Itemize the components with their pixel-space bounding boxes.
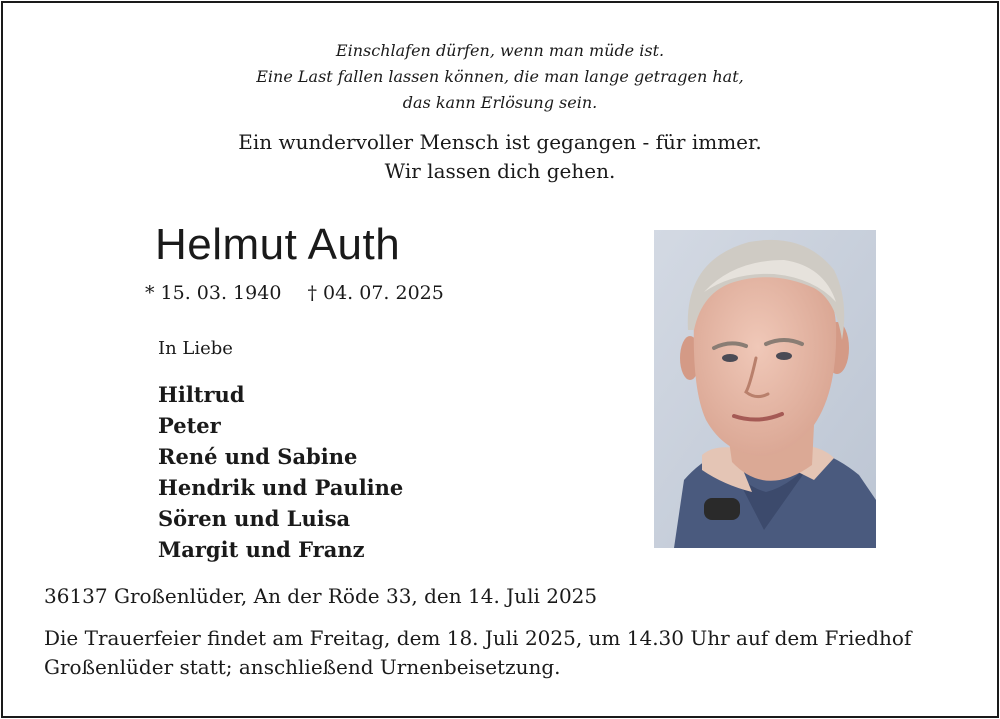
poem-line-2: Eine Last fallen lassen können, die man lange getragen hat, (256, 67, 744, 86)
ceremony-line-1: Die Trauerfeier findet am Freitag, dem 18. Juli 2025, um 14.30 Uhr auf dem Friedhof (44, 626, 912, 650)
mourner-name: Sören und Luisa (158, 506, 351, 531)
mourner-name: Peter (158, 413, 221, 438)
birth-date: * 15. 03. 1940 (145, 282, 282, 304)
mourner-name: Hiltrud (158, 382, 245, 407)
mourners-list (158, 379, 403, 565)
ceremony-line-2: Großenlüder statt; anschließend Urnenbeisetzung. (44, 655, 561, 679)
mourner-name: René und Sabine (158, 444, 358, 469)
death-date: † 04. 07. 2025 (307, 282, 444, 304)
mourners-intro: In Liebe (158, 338, 233, 359)
poem (0, 38, 1000, 116)
mourner-name: Margit und Franz (158, 537, 365, 562)
mourner-name: Hendrik und Pauline (158, 475, 404, 500)
motto-line-2: Wir lassen dich gehen. (384, 159, 616, 183)
portrait-illustration (654, 230, 876, 548)
deceased-name: Helmut Auth (155, 220, 401, 269)
portrait-photo (654, 230, 876, 548)
motto-line-1: Ein wundervoller Mensch ist gegangen - für immer. (238, 130, 762, 154)
life-dates (145, 282, 464, 304)
ceremony-info (44, 624, 944, 682)
motto (0, 128, 1000, 186)
poem-line-1: Einschlafen dürfen, wenn man müde ist. (335, 41, 665, 60)
place-and-date: 36137 Großenlüder, An der Röde 33, den 14. Juli 2025 (44, 584, 598, 608)
poem-line-3: das kann Erlösung sein. (402, 93, 598, 112)
